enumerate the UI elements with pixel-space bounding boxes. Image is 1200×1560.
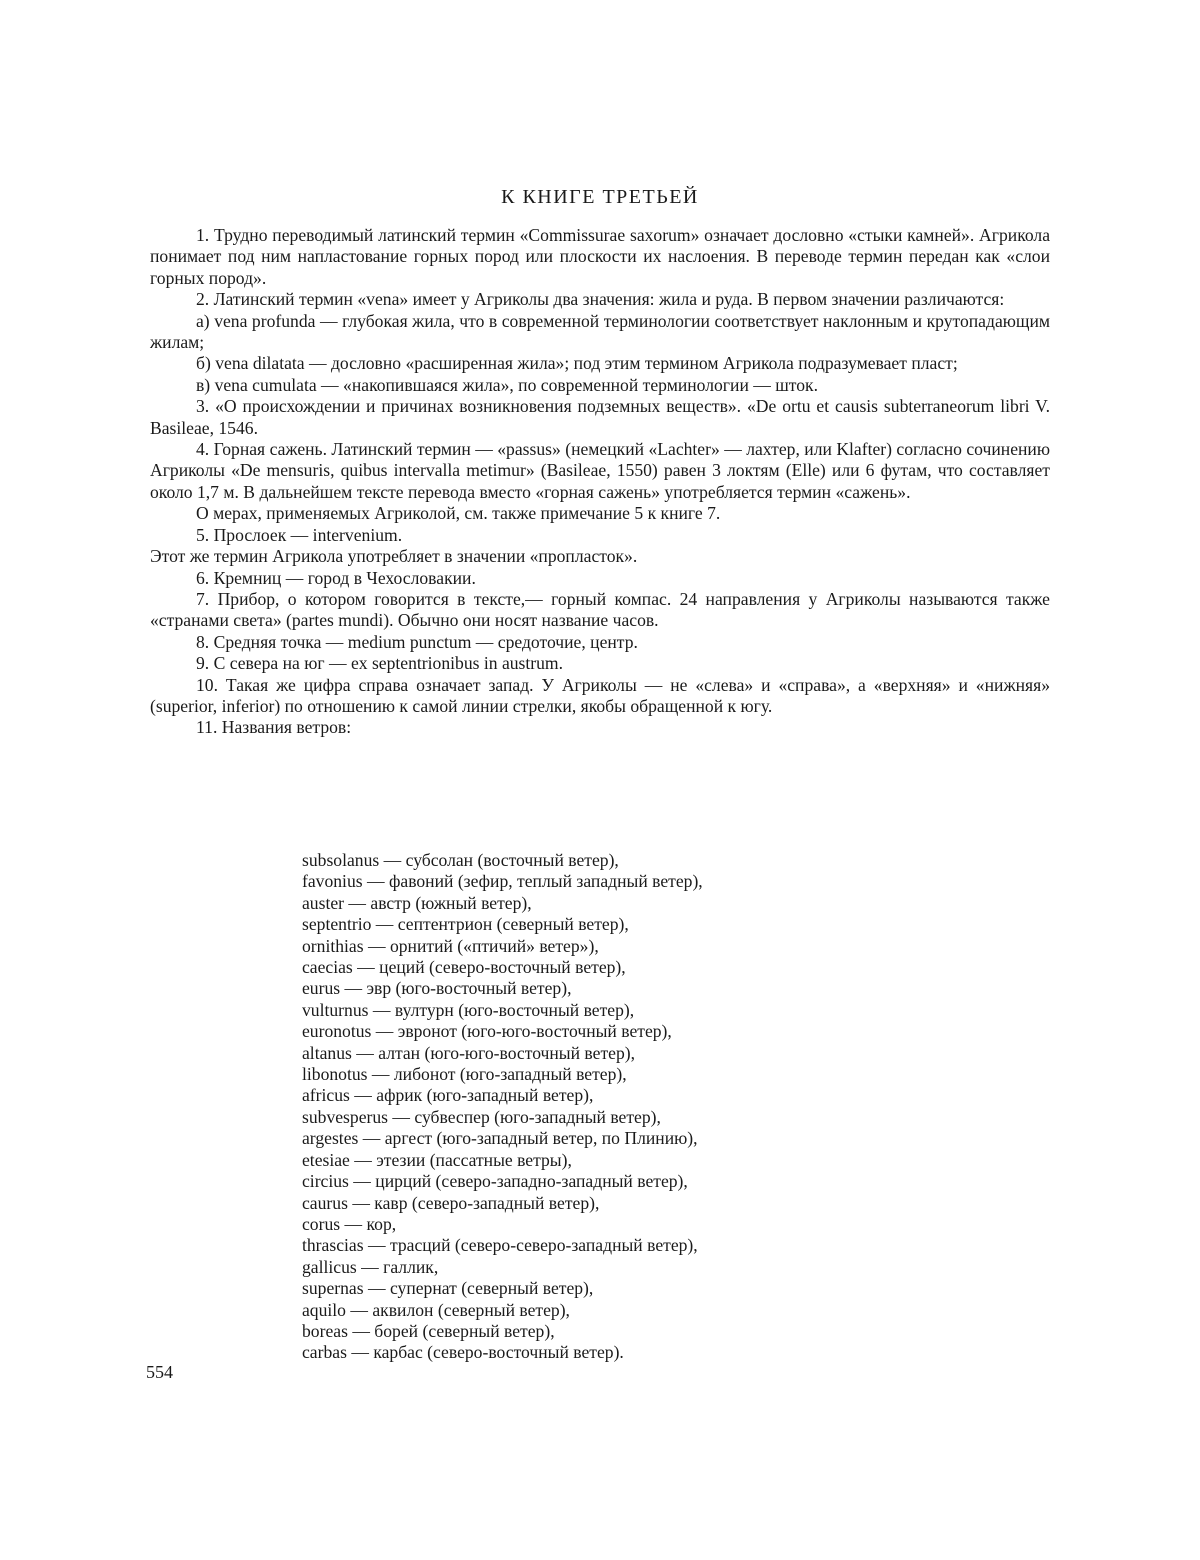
note-paragraph: 1. Трудно переводимый латинский термин «Commissurae saxorum» означает дословно «стыки камней». Агрикола понимает под ним напластование горных пород или плоскости их наслоения. В переводе термин передан как «слои горных пород». <box>150 225 1050 288</box>
note-paragraph: а) vena profunda — глубокая жила, что в современной терминологии соответствует наклонным и крутопадающим жилам; <box>150 310 1050 353</box>
note-paragraph: 3. «О происхождении и причинах возникновения подземных веществ». «De ortu et causis subterraneorum libri V. Basileae, 1546. <box>150 396 1050 438</box>
wind-list-item: caurus — кавр (северо-западный ветер), <box>302 1192 600 1213</box>
note-paragraph: 7. Прибор, о котором говорится в тексте,— горный компас. 24 направления у Агриколы называются также «странами света» (partes mundi). Обычно они носят название часов. <box>150 588 1050 631</box>
wind-list-item: africus — африк (юго-западный ветер), <box>302 1085 594 1106</box>
wind-list-item: boreas — борей (северный ветер), <box>302 1320 555 1341</box>
note-paragraph: 9. С севера на юг — ex septentrionibus in austrum. <box>196 653 564 674</box>
wind-list-item: subvesperus — субвеспер (юго-западный ветер), <box>302 1106 661 1127</box>
wind-list-item: eurus — эвр (юго-восточный ветер), <box>302 978 572 999</box>
wind-list-item: supernas — супернат (северный ветер), <box>302 1278 594 1299</box>
note-paragraph: б) vena dilatata — дословно «расширенная жила»; под этим термином Агрикола подразумевает пласт; <box>196 353 958 374</box>
wind-list-item: circius — цирций (северо-западно-западный ветер), <box>302 1171 688 1192</box>
note-paragraph: 8. Средняя точка — medium punctum — средоточие, центр. <box>196 631 638 652</box>
note-paragraph: Этот же термин Агрикола употребляет в значении «пропласток». <box>150 546 638 567</box>
wind-list-item: corus — кор, <box>302 1213 397 1234</box>
wind-list-item: etesiae — этезии (пассатные ветры), <box>302 1149 572 1170</box>
wind-list-item: thrascias — трасций (северо-северо-западный ветер), <box>302 1235 698 1256</box>
note-paragraph: 5. Прослоек — intervenium. <box>196 524 403 545</box>
wind-list-item: vulturnus — вултурн (юго-восточный ветер), <box>302 999 635 1020</box>
wind-list-item: libonotus — либонот (юго-западный ветер), <box>302 1064 627 1085</box>
wind-list-item: favonius — фавоний (зефир, теплый западный ветер), <box>302 871 703 892</box>
wind-names-list <box>302 850 703 1364</box>
note-paragraph: 6. Кремниц — город в Чехословакии. <box>196 567 476 588</box>
page-number: 554 <box>146 1362 173 1382</box>
wind-list-item: aquilo — аквилон (северный ветер), <box>302 1299 570 1320</box>
wind-list-item: septentrio — септентрион (северный ветер), <box>302 914 629 935</box>
wind-list-item: argestes — аргест (юго-западный ветер, по Плинию), <box>302 1128 698 1149</box>
notes-body <box>150 225 1050 739</box>
wind-list-item: gallicus — галлик, <box>302 1256 439 1277</box>
wind-list-item: altanus — алтан (юго-юго-восточный ветер), <box>302 1042 636 1063</box>
wind-list-item: caecias — цеций (северо-восточный ветер), <box>302 957 626 978</box>
note-paragraph: 4. Горная сажень. Латинский термин — «passus» (немецкий «Lachter» — лахтер, или Klafter) согласно сочинению Агриколы «De mensuris, quibus intervalla metimur» (Basileae, 1550) равен 3 локтям (Elle) или 6 футам, что составляет около 1,7 м. В дальнейшем тексте перевода вместо «горная сажень» употребляется термин «сажень». <box>150 439 1050 502</box>
wind-list-item: auster — австр (южный ветер), <box>302 892 532 913</box>
note-paragraph: 2. Латинский термин «vena» имеет у Агриколы два значения: жила и руда. В первом значении различаются: <box>196 289 1005 310</box>
note-paragraph: 10. Такая же цифра справа означает запад. У Агриколы — не «слева» и «справа», а «верхняя» и «нижняя» (superior, inferior) по отношению к самой линии стрелки, якобы обращенной к югу. <box>150 674 1050 716</box>
note-paragraph: 11. Названия ветров: <box>196 717 352 738</box>
note-paragraph: в) vena cumulata — «накопившаяся жила», по современной терминологии — шток. <box>196 374 818 395</box>
wind-list-item: euronotus — эвронот (юго-юго-восточный ветер), <box>302 1021 672 1042</box>
wind-list-item: carbas — карбас (северо-восточный ветер). <box>302 1342 624 1363</box>
section-heading: К КНИГЕ ТРЕТЬЕЙ <box>501 186 699 208</box>
note-paragraph: О мерах, применяемых Агриколой, см. также примечание 5 к книге 7. <box>196 503 721 524</box>
wind-list-item: ornithias — орнитий («птичий» ветер»), <box>302 935 599 956</box>
wind-list-item: subsolanus — субсолан (восточный ветер), <box>302 850 619 870</box>
